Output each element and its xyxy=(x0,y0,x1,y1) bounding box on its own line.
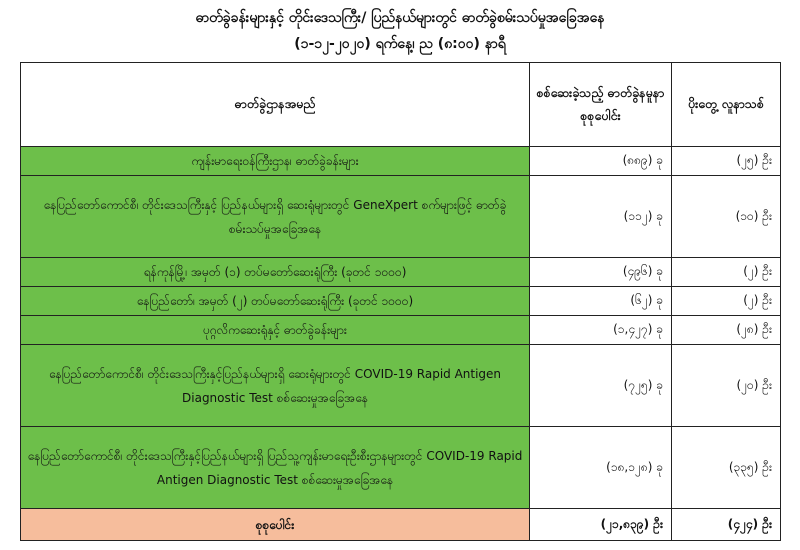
table-row xyxy=(21,258,781,287)
report-title: ဓာတ်ခွဲခန်းများနှင့် တိုင်းဒေသကြီး/ ပြည်နယ်များတွင် ဓာတ်ခွဲစမ်းသပ်မှုအခြေအနေ xyxy=(195,10,605,26)
tests-cell: (၁၈,၁၂၈) ခု xyxy=(530,427,672,509)
table-row xyxy=(21,427,781,509)
positive-cell: (၂) ဦး xyxy=(672,287,781,316)
table-row xyxy=(21,287,781,316)
table-row xyxy=(21,316,781,345)
header-lab-name: ဓာတ်ခွဲဌာနအမည် xyxy=(21,63,530,147)
lab-name-cell: နေပြည်တော်ကောင်စီ၊ တိုင်းဒေသကြီးနှင့် ပြည်နယ်များရှိ ဆေးရုံများတွင် GeneXpert စက်များဖြင့် ဓာတ်ခွဲစမ်းသပ်မှုအခြေအနေ xyxy=(21,176,530,258)
table-row xyxy=(21,345,781,427)
header-new-positive: ပိုးတွေ့ လူနာသစ် xyxy=(672,63,781,147)
total-row xyxy=(21,509,781,541)
lab-name-cell: နေပြည်တော်ကောင်စီ၊ တိုင်းဒေသကြီးနှင့်ပြည်နယ်များရှိ ပြည်သူ့ကျန်းမာရေးဦးစီးဌာနများတွင် COVID-19 Rapid Antigen Diagnostic Test စစ်ဆေးမှုအခြေအနေ xyxy=(21,427,530,509)
total-positive-cell: (၄၂၄) ဦး xyxy=(672,509,781,541)
tests-cell: (၄၉၆) ခု xyxy=(530,258,672,287)
positive-cell: (၂၅) ဦး xyxy=(672,147,781,176)
lab-name-cell: ရန်ကုန်မြို့၊ အမှတ် (၁) တပ်မတော်ဆေးရုံကြီး (ခုတင် ၁၀၀၀) xyxy=(21,258,530,287)
positive-cell: (၃၃၅) ဦး xyxy=(672,427,781,509)
positive-cell: (၂) ဦး xyxy=(672,258,781,287)
lab-name-cell: ကျန်းမာရေးဝန်ကြီးဌာန၊ ဓာတ်ခွဲခန်းများ xyxy=(21,147,530,176)
tests-cell: (၁,၄၂၇) ခု xyxy=(530,316,672,345)
lab-testing-table xyxy=(20,62,781,541)
positive-cell: (၂၈) ဦး xyxy=(672,316,781,345)
tests-cell: (၆၂) ခု xyxy=(530,287,672,316)
total-tests-cell: (၂၁,၈၃၉) ဦး xyxy=(530,509,672,541)
positive-cell: (၂၀) ဦး xyxy=(672,345,781,427)
table-row xyxy=(21,176,781,258)
lab-name-cell: နေပြည်တော်ကောင်စီ၊ တိုင်းဒေသကြီးနှင့်ပြည်နယ်များရှိ ဆေးရုံများတွင် COVID-19 Rapid Antigen Diagnostic Test စစ်ဆေးမှုအခြေအနေ xyxy=(21,345,530,427)
tests-cell: (၁၁၂) ခု xyxy=(530,176,672,258)
tests-cell: (၇၂၅) ခု xyxy=(530,345,672,427)
total-label-cell: စုစုပေါင်း xyxy=(21,509,530,541)
lab-name-cell: ပုဂ္ဂလိကဆေးရုံနှင့် ဓာတ်ခွဲခန်းများ xyxy=(21,316,530,345)
report-date: (၁-၁၂-၂၀၂၀) ရက်နေ့၊ ည (၈:၀၀) နာရီ xyxy=(294,36,506,52)
table-header-row xyxy=(21,63,781,147)
table-row xyxy=(21,147,781,176)
tests-cell: (၈၈၉) ခု xyxy=(530,147,672,176)
lab-name-cell: နေပြည်တော်၊ အမှတ် (၂) တပ်မတော်ဆေးရုံကြီး (ခုတင် ၁၀၀၀) xyxy=(21,287,530,316)
positive-cell: (၁၀) ဦး xyxy=(672,176,781,258)
header-tests-total: စစ်ဆေးခဲ့သည့် ဓာတ်ခွဲနမူနာ စုစုပေါင်း xyxy=(530,63,672,147)
